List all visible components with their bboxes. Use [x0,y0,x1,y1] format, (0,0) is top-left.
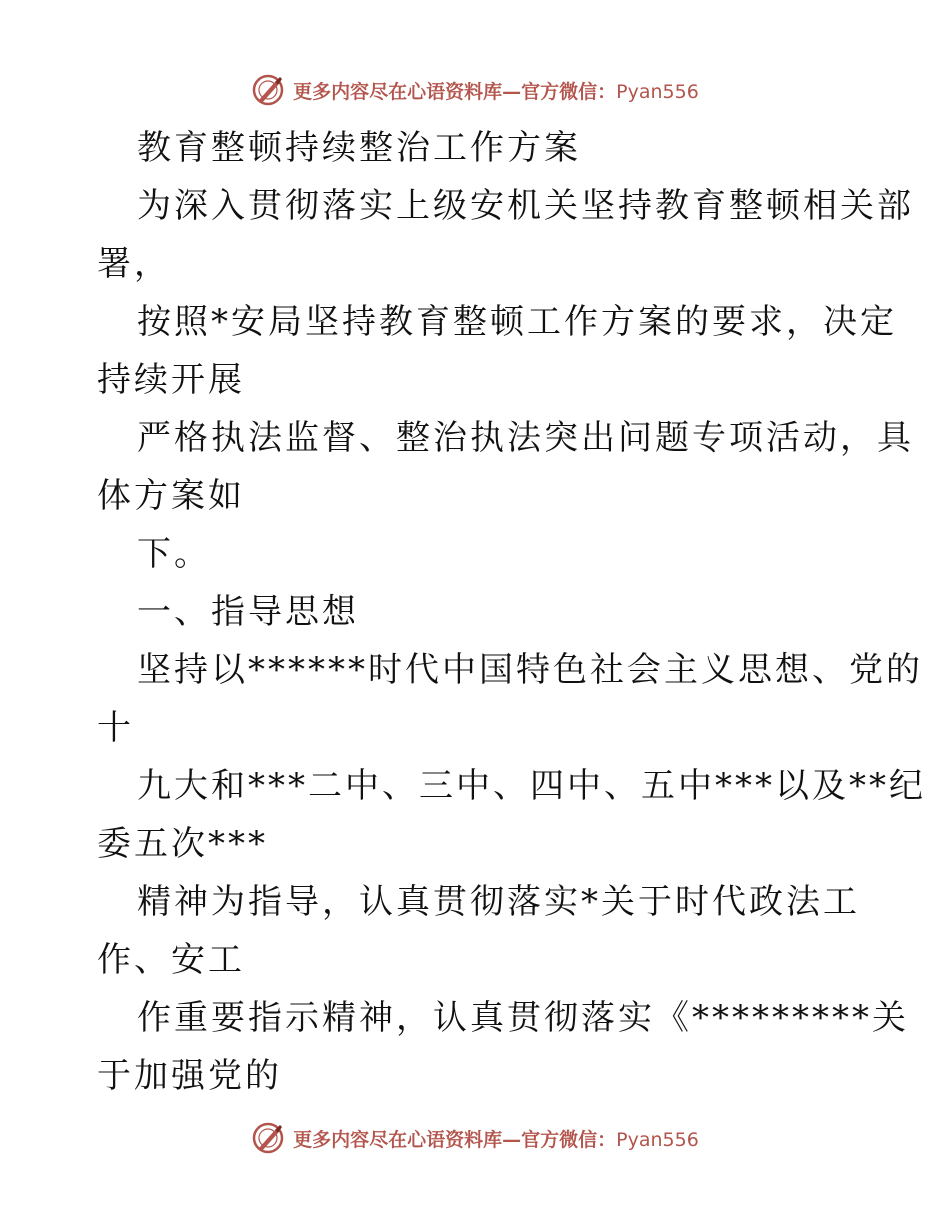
text-line: 体方案如 [97,476,245,516]
text-line: 按照*安局坚持教育整顿工作方案的要求，决定 [137,302,897,342]
text-line: 精神为指导，认真贯彻落实*关于时代政法工 [137,882,860,922]
section-heading: 一、指导思想 [137,592,359,632]
text-line: 于加强党的 [97,1056,282,1096]
text-line: 下。 [137,534,211,574]
document-title: 教育整顿持续整治工作方案 [137,128,581,168]
watermark-text: 更多内容尽在心语资料库—官方微信：Pyan556 [293,80,699,103]
footer-watermark [0,1118,950,1158]
text-line: 为深入贯彻落实上级安机关坚持教育整顿相关部 [137,186,914,226]
text-line: 坚持以******时代中国特色社会主义思想、党的 [137,650,923,690]
text-line: 十 [97,708,134,748]
pen-seal-icon [251,1121,285,1155]
watermark-text: 更多内容尽在心语资料库—官方微信：Pyan556 [293,1128,699,1151]
text-line: 九大和***二中、三中、四中、五中***以及**纪 [137,766,926,806]
text-line: 作重要指示精神，认真贯彻落实《*********关 [137,998,909,1038]
text-line: 委五次*** [97,824,268,864]
header-watermark [0,70,950,110]
text-line: 署， [97,244,171,284]
text-line: 作、安工 [97,940,245,980]
text-line: 严格执法监督、整治执法突出问题专项活动，具 [137,418,914,458]
pen-seal-icon [251,73,285,107]
text-line: 持续开展 [97,360,245,400]
